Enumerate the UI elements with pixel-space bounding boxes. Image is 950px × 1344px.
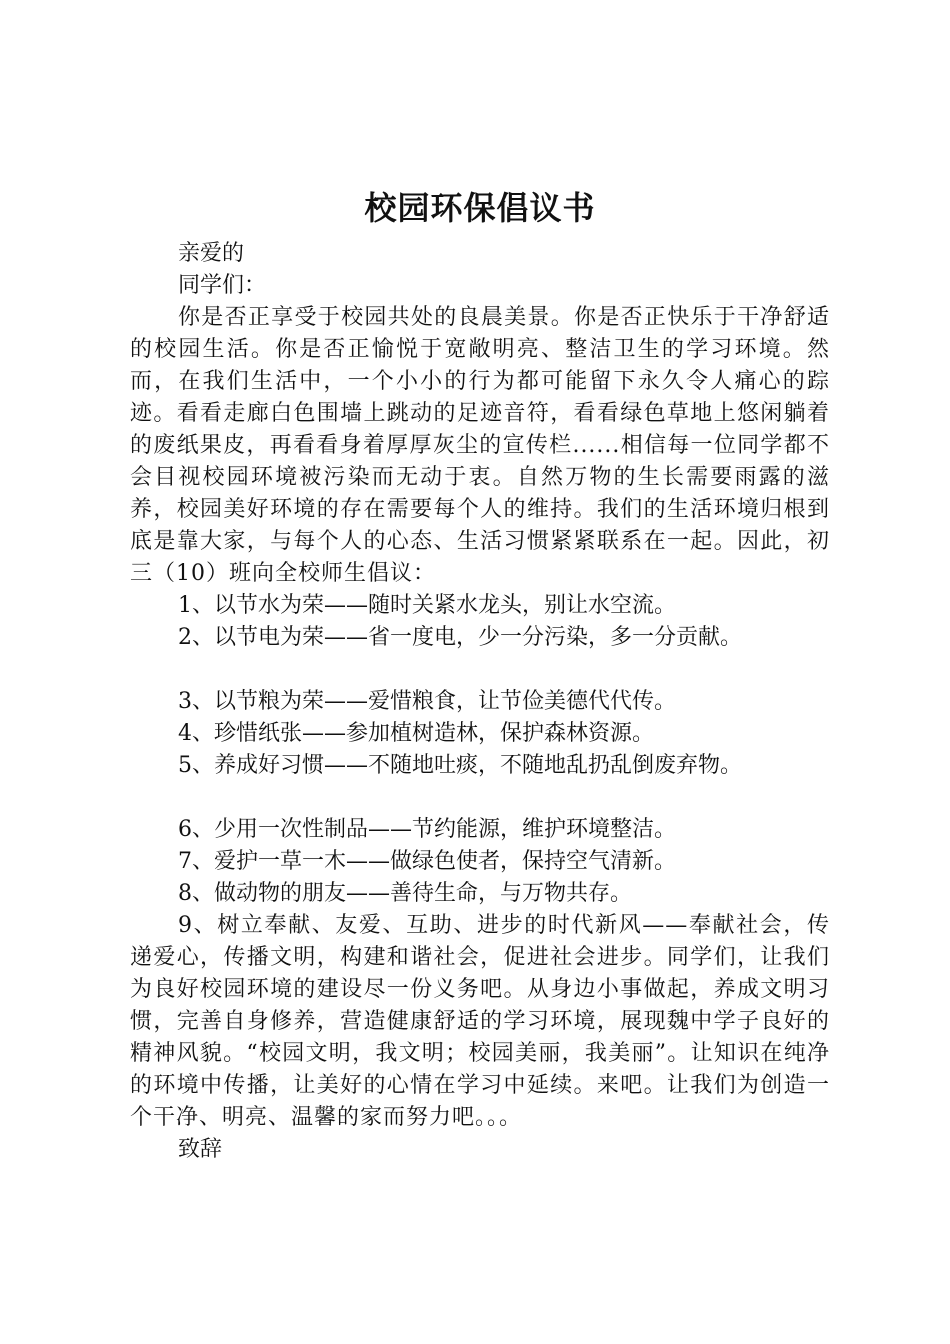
closing-text: 致辞 — [178, 1137, 223, 1162]
proposal-item-8: 8、做动物的朋友——善待生命，与万物共存。 — [178, 881, 632, 906]
proposal-item-4: 4、珍惜纸张——参加植树造林，保护森林资源。 — [178, 721, 654, 746]
salutation-line-1: 亲爱的 — [178, 241, 245, 266]
salutation-line-2: 同学们： — [178, 273, 267, 298]
proposal-item-6: 6、少用一次性制品——节约能源，维护环境整洁。 — [178, 817, 676, 842]
blank-line — [130, 782, 830, 814]
document-title: 校园环保倡议书 — [364, 189, 596, 227]
intro-paragraph: 你是否正享受于校园共处的良晨美景。你是否正快乐于干净舒适的校园生活。你是否正愉悦于宽敞明亮、整洁卫生的学习环境。然而，在我们生活中，一个小小的行为都可能留下永久令人痛心的踪迹。看看走廊白色围墙上跳动的足迹音符，看看绿色草地上悠闲躺着的废纸果皮，再看看身着厚厚灰尘的宣传栏......相信每一位同学都不会目视校园环境被污染而无动于衷。自然万物的生长需要雨露的滋养，校园美好环境的存在需要每个人的维持。我们的生活环境归根到底是靠大家，与每个人的心态、生活习惯紧紧联系在一起。因此，初三（10）班向全校师生倡议： — [130, 305, 830, 586]
blank-line — [130, 654, 830, 686]
proposal-item-7: 7、爱护一草一木——做绿色使者，保持空气清新。 — [178, 849, 676, 874]
proposal-item-5: 5、养成好习惯——不随地吐痰，不随地乱扔乱倒废弃物。 — [178, 753, 742, 778]
document-page — [130, 180, 830, 1166]
proposal-item-1: 1、以节水为荣——随时关紧水龙头，别让水空流。 — [178, 593, 676, 618]
proposal-item-3: 3、以节粮为荣——爱惜粮食，让节俭美德代代传。 — [178, 689, 676, 714]
proposal-item-9: 9、树立奉献、友爱、互助、进步的时代新风——奉献社会，传递爱心，传播文明，构建和谐社会，促进社会进步。同学们，让我们为良好校园环境的建设尽一份义务吧。从身边小事做起，养成文明习惯，完善自身修养，营造健康舒适的学习环境，展现魏中学子良好的精神风貌。“校园文明，我文明；校园美丽，我美丽”。让知识在纯净的环境中传播，让美好的心情在学习中延续。来吧。让我们为创造一个干净、明亮、温馨的家而努力吧。。。 — [130, 913, 830, 1130]
proposal-item-2: 2、以节电为荣——省一度电，少一分污染，多一分贡献。 — [178, 625, 742, 650]
